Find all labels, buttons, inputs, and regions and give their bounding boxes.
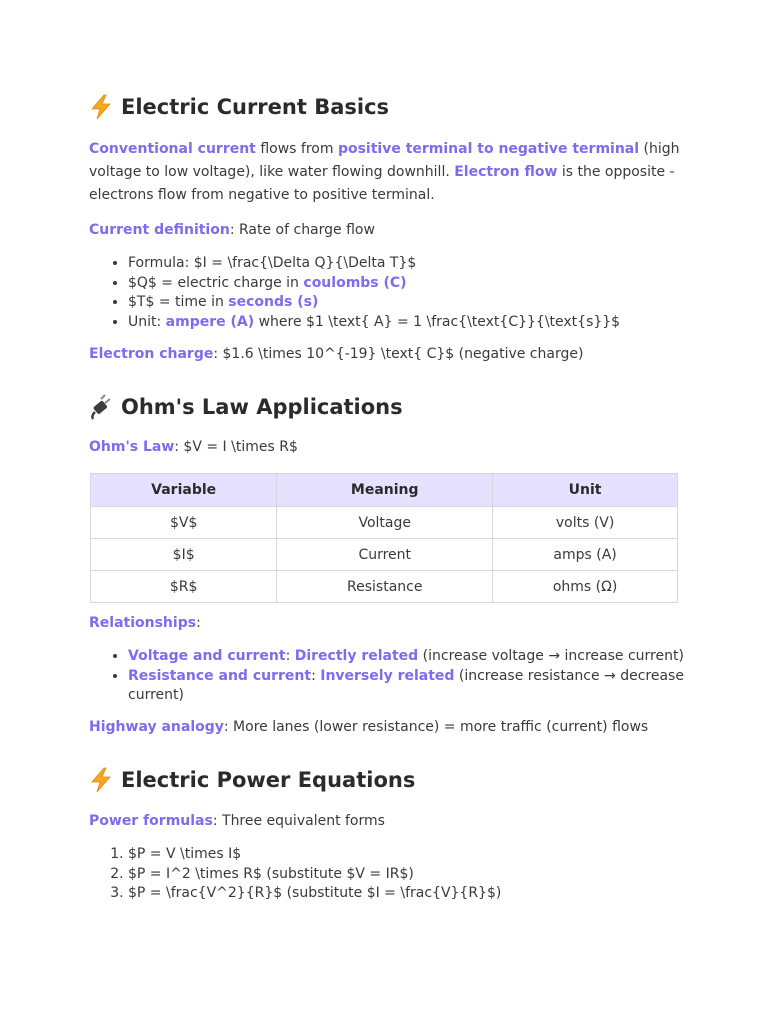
table-cell: Voltage (277, 507, 493, 539)
text: : (196, 615, 201, 631)
heading-text: Electric Current Basics (121, 95, 390, 119)
table-row (91, 571, 678, 603)
term: Conventional current (89, 141, 256, 157)
current-bullet-list (89, 254, 688, 332)
text: is the opposite - electrons flow from negative to positive terminal. (89, 164, 675, 203)
term: Highway analogy (89, 719, 224, 735)
list-item: • Unit: ampere (A) where $1 \text{ A} = 1 \frac{\text{C}}{\text{s}}$ (128, 313, 688, 333)
table-cell: amps (A) (493, 539, 678, 571)
list-item: • Voltage and current: Directly related (increase voltage → increase current) (128, 647, 688, 667)
list-item: • $Q$ = electric charge in coulombs (C) (128, 274, 688, 294)
text: flows from (255, 141, 338, 157)
table-row (91, 539, 678, 571)
power-formula-list (89, 845, 688, 904)
column-header: Unit (493, 474, 678, 507)
heading-text: Ohm's Law Applications (121, 395, 403, 419)
term: positive terminal to negative terminal (337, 141, 640, 157)
table-row (91, 507, 678, 539)
column-header: Meaning (277, 474, 493, 507)
term: Current definition (89, 222, 230, 238)
table-cell: ohms (Ω) (493, 571, 678, 603)
table-cell: $V$ (91, 507, 277, 539)
text: : $1.6 \times 10^{-19} \text{ C}$ (negative charge) (213, 346, 584, 362)
electron-charge-paragraph (89, 343, 684, 366)
heading-text: Electric Power Equations (121, 768, 416, 792)
term: Electron flow (454, 164, 558, 180)
highway-analogy-paragraph (89, 716, 684, 739)
table-cell: $R$ (91, 571, 277, 603)
text: : Three equivalent forms (212, 813, 385, 829)
table-cell: $I$ (91, 539, 277, 571)
term: Power formulas (89, 813, 213, 829)
text: (high voltage to low voltage), like water flowing downhill. (89, 141, 680, 180)
lightning-icon (89, 767, 113, 793)
ohms-law-paragraph (89, 436, 684, 459)
list-item: • Resistance and current: Inversely related (increase resistance → decrease current) (128, 667, 688, 706)
term: Ohm's Law (89, 439, 175, 455)
term: Electron charge (89, 346, 214, 362)
text: : Rate of charge flow (229, 222, 375, 238)
ohms-law-table (90, 473, 678, 603)
term: Relationships (89, 615, 197, 631)
table-cell: Resistance (277, 571, 493, 603)
conventional-current-paragraph (89, 138, 684, 207)
table-cell: Current (277, 539, 493, 571)
column-header: Variable (91, 474, 277, 507)
current-definition-paragraph (89, 219, 684, 242)
list-item: • $T$ = time in seconds (s) (128, 293, 688, 313)
list-item: 1. $P = V \times I$ (128, 845, 688, 865)
heading-electric-power-equations (89, 767, 415, 793)
text: : More lanes (lower resistance) = more traffic (current) flows (223, 719, 649, 735)
plug-icon (89, 394, 113, 420)
list-item: 3. $P = \frac{V^2}{R}$ (substitute $I = \frac{V}{R}$) (128, 884, 688, 904)
list-item: • Formula: $I = \frac{\Delta Q}{\Delta T}$ (128, 254, 688, 274)
relationships-bullet-list (89, 647, 688, 706)
lightning-icon (89, 94, 113, 120)
power-formulas-paragraph (89, 810, 684, 833)
table-header-row (91, 474, 678, 507)
relationships-paragraph (89, 612, 684, 635)
table-cell: volts (V) (493, 507, 678, 539)
list-item: 2. $P = I^2 \times R$ (substitute $V = IR$) (128, 865, 688, 885)
text: : $V = I \times R$ (174, 439, 298, 455)
heading-electric-current-basics (89, 94, 389, 120)
heading-ohms-law-applications (89, 394, 403, 420)
